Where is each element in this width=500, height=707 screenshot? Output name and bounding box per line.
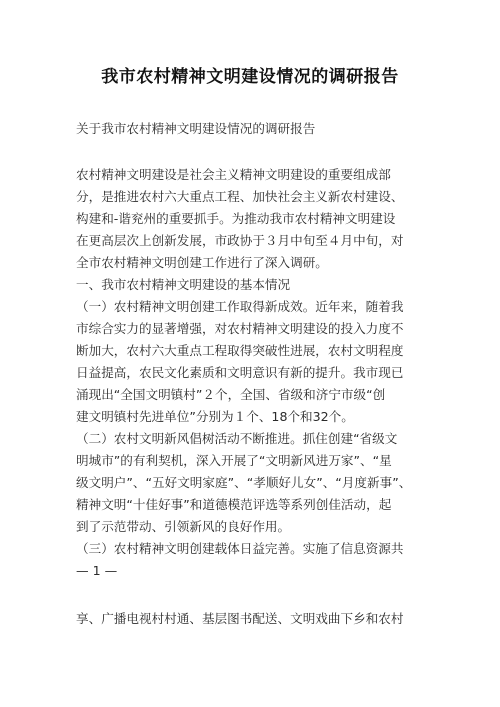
body-line-17: 到了示范带动、引领新风的良好作用。	[76, 519, 291, 534]
body-line-14: 明城市”的有利契机，深入开展了“文明新风进万家”、“星	[76, 453, 392, 468]
page-number: — 1 —	[76, 563, 118, 578]
body-line-16: 精神文明“十佳好事”和道德模范评选等系列创佳活动，起	[76, 497, 392, 512]
body-line-10: 日益提高，农民文化素质和文明意识有新的提升。我市现已	[76, 365, 404, 380]
body-line-7: （一）农村精神文明创建工作取得新成效。近年来，随着我	[76, 299, 404, 314]
document-title: 我市农村精神文明建设情况的调研报告	[101, 67, 399, 87]
body-line-8: 市综合实力的显著增强，对农村精神文明建设的投入力度不	[76, 321, 404, 336]
body-line-3: 构建和-谐兖州的重要抓手。为推动我市农村精神文明建设	[76, 211, 396, 226]
body-line-continuation: 享、广播电视村村通、基层图书配送、文明戏曲下乡和农村	[76, 611, 404, 626]
body-line-13: （二）农村文明新风倡树活动不断推进。抓住创建“省级文	[76, 431, 398, 446]
body-line-12: 建文明镇村先进单位”分别为１个、18个和32个。	[76, 409, 354, 424]
body-line-11: 涌现出“全国文明镇村”２个，全国、省级和济宁市级“创	[76, 387, 386, 402]
body-line-1: 农村精神文明建设是社会主义精神文明建设的重要组成部	[76, 167, 391, 182]
document-subtitle: 关于我市农村精神文明建设情况的调研报告	[76, 121, 316, 136]
body-line-18: （三）农村精神文明创建载体日益完善。实施了信息资源共	[76, 541, 404, 556]
section-heading-1: 一、我市农村精神文明建设的基本情况	[76, 277, 291, 292]
body-line-4: 在更高层次上创新发展，市政协于３月中旬至４月中旬，对	[76, 233, 404, 248]
body-line-2: 分，是推进农村六大重点工程、加快社会主义新农村建设、	[76, 189, 404, 204]
body-line-9: 断加大，农村六大重点工程取得突破性进展，农村文明程度	[76, 343, 404, 358]
body-line-5: 全市农村精神文明创建工作进行了深入调研。	[76, 255, 328, 270]
body-line-15: 级文明户”、“五好文明家庭”、“孝顺好儿女”、“月度新事”、	[76, 475, 412, 490]
